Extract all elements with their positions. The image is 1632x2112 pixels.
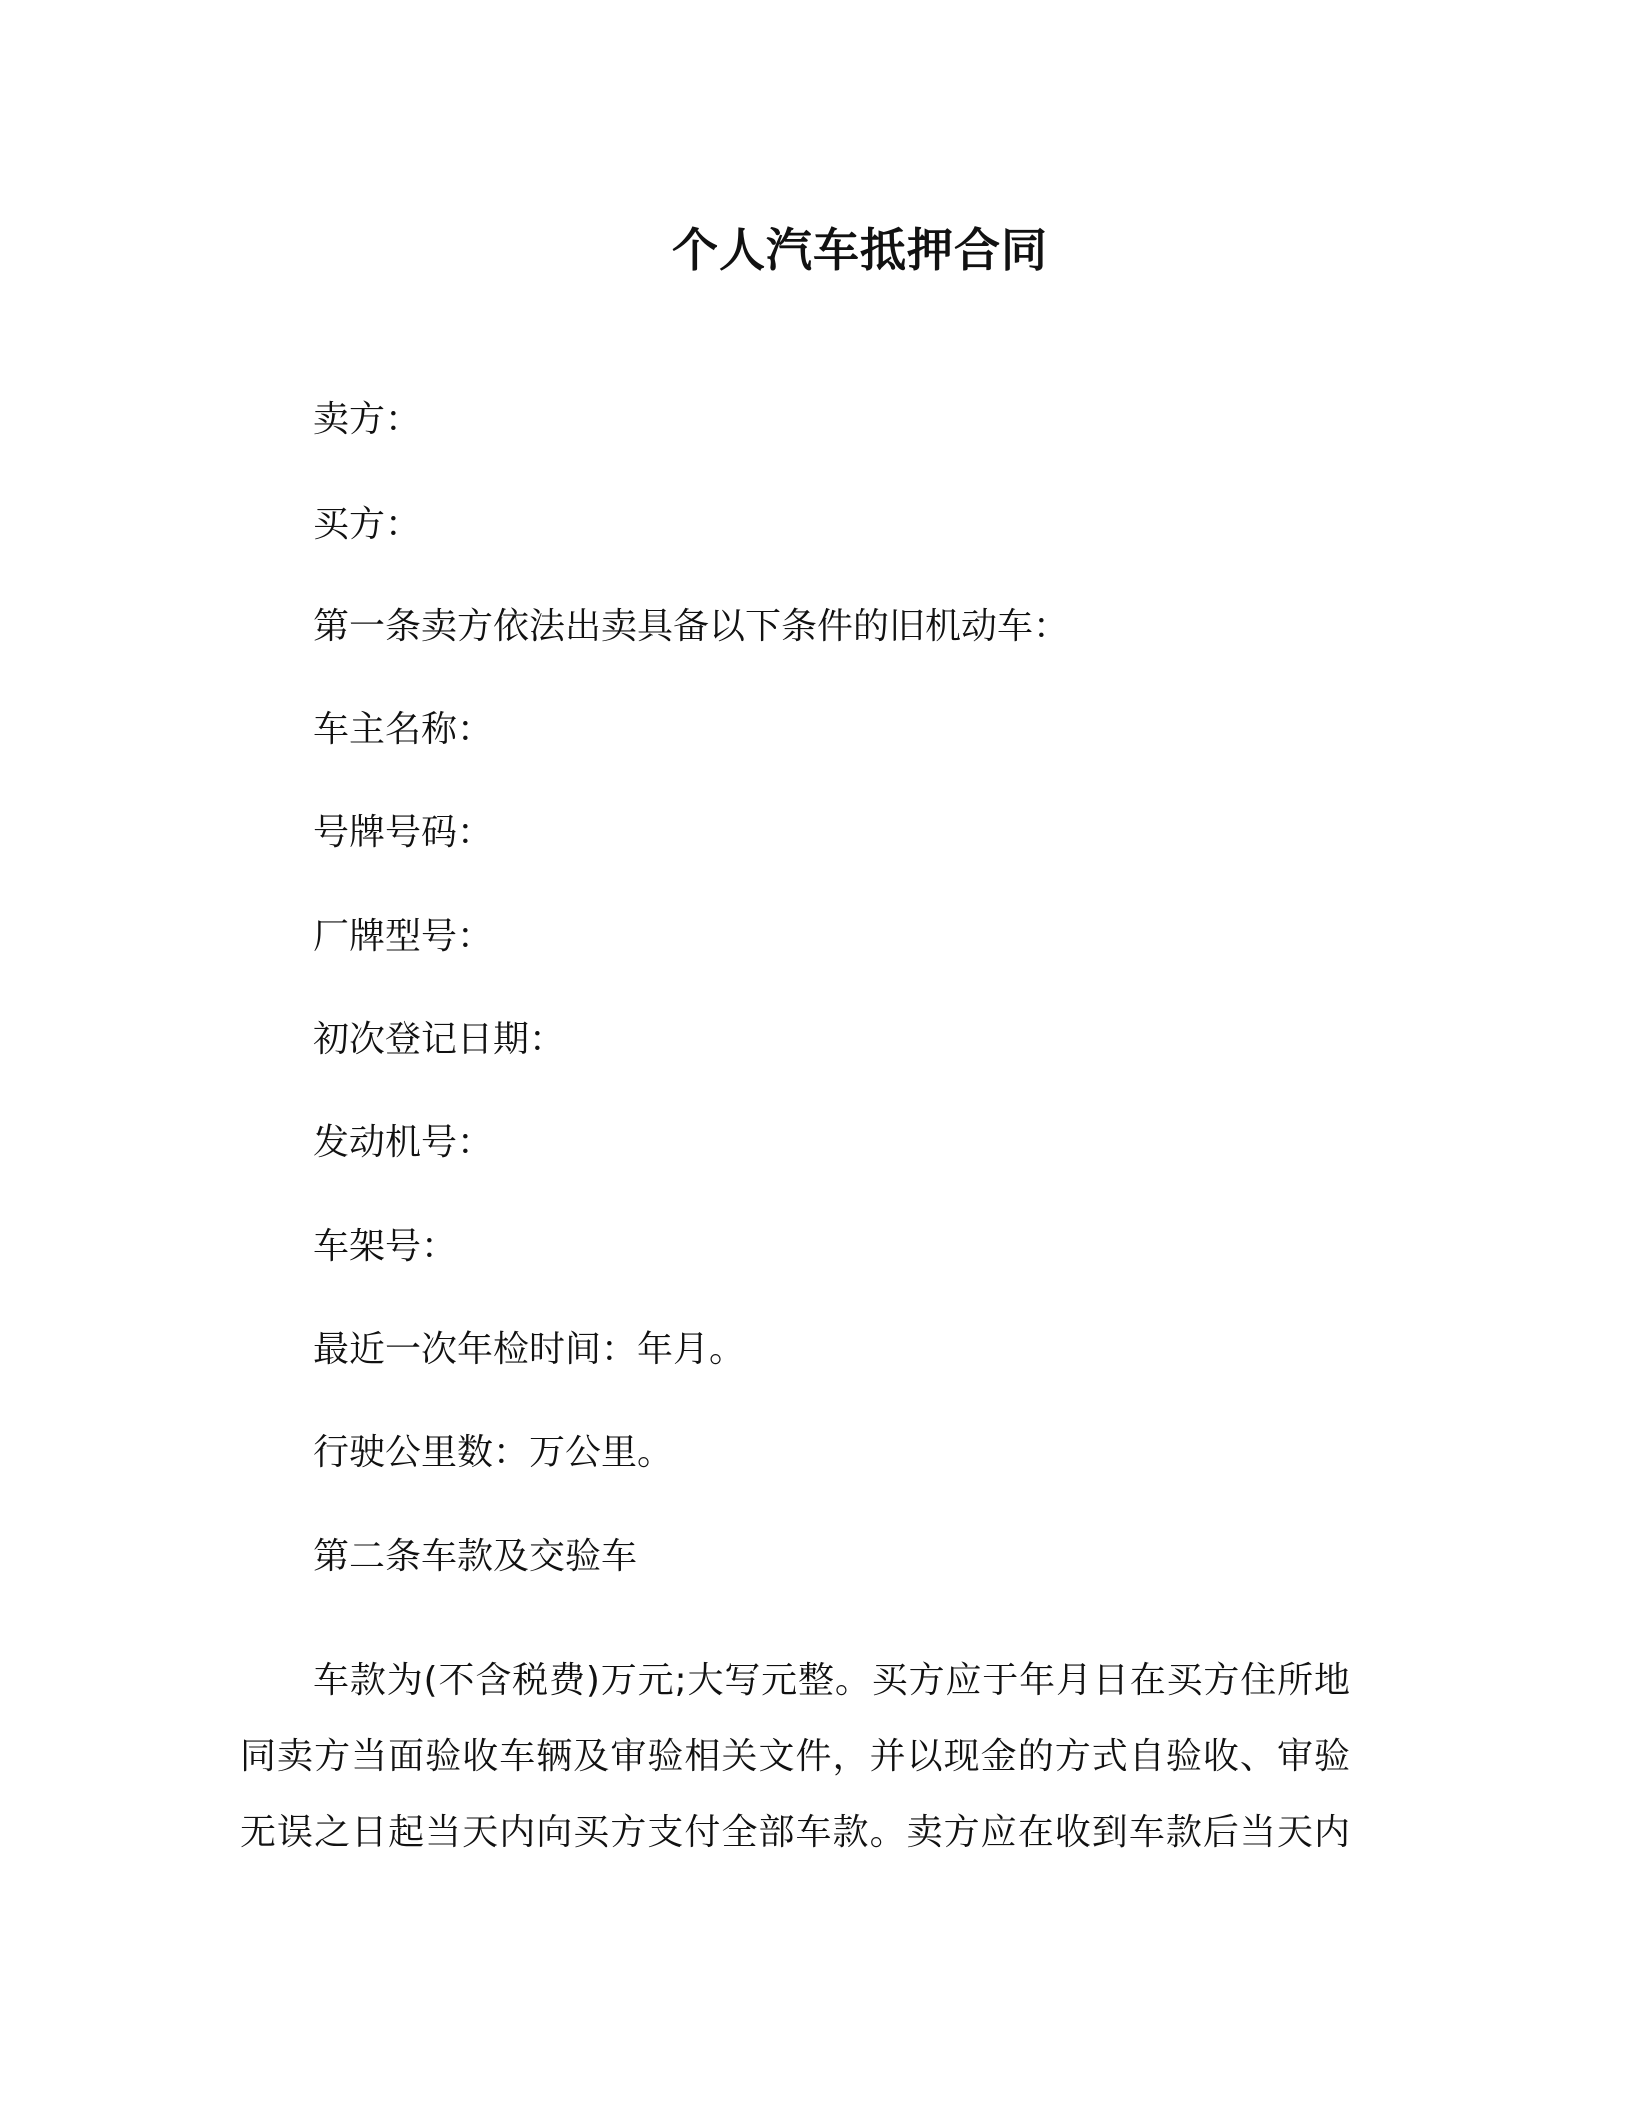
plate-number-line: 号牌号码： [313,812,494,853]
paragraph-line: 无误之日起当天内向买方支付全部车款。卖方应在收到车款后当天内 [240,1812,1350,1853]
article-one-heading: 第一条卖方依法出卖具备以下条件的旧机动车： [313,606,1070,647]
seller-line: 卖方： [313,399,422,440]
article-two-heading: 第二条车款及交验车 [313,1536,638,1577]
brand-model-line: 厂牌型号： [313,916,494,957]
document-title: 个人汽车抵押合同 [672,223,1048,277]
frame-number-line: 车架号： [313,1226,458,1267]
paragraph-line: 同卖方当面验收车辆及审验相关文件，并以现金的方式自验收、审验 [240,1736,1350,1777]
last-inspection-line: 最近一次年检时间：年月。 [313,1329,746,1370]
mileage-line: 行驶公里数：万公里。 [313,1432,674,1473]
engine-number-line: 发动机号： [313,1122,494,1163]
owner-name-line: 车主名称： [313,709,494,750]
paragraph-line: 车款为(不含税费)万元;大写元整。买方应于年月日在买方住所地 [313,1660,1350,1701]
buyer-line: 买方： [313,504,422,545]
first-registration-date-line: 初次登记日期： [313,1019,566,1060]
payment-paragraph [240,1643,1350,1871]
